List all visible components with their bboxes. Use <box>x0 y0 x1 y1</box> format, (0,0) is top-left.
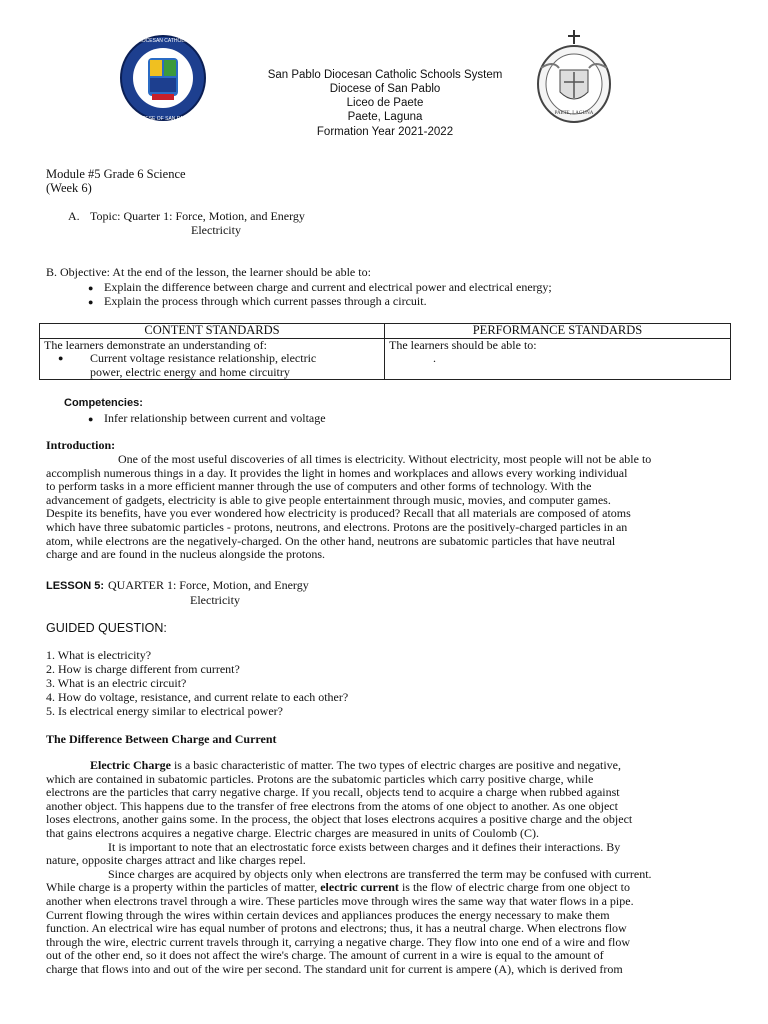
competencies-label: Competencies: <box>64 397 143 409</box>
guided-question: 2. How is charge different from current? <box>46 662 240 676</box>
guided-question: 1. What is electricity? <box>46 648 152 662</box>
force-line: nature, opposite charges attract and like charges repel. <box>46 853 306 868</box>
current-line: out of the other end, so it does not affect the wire's charge. The amount of current in a wire is equal to the amount of <box>46 948 604 963</box>
introduction-line: One of the most useful discoveries of all times is electricity. Without electricity, most people will not be able to <box>118 452 652 466</box>
current-line: charge that flows into and out of the wire per second. The standard unit for current is ampere (A), which is derived from <box>46 961 623 976</box>
content-standard-item-line1: Current voltage resistance relationship, electric <box>90 351 317 365</box>
current-line: another when electrons travel through a wire. These particles move through wires the same way that water flows in a pipe. <box>46 893 634 908</box>
header-location: Paete, Laguna <box>347 111 423 123</box>
electric-current-term: electric current <box>320 880 399 895</box>
charge-first-line <box>46 759 746 773</box>
school-system-logo <box>120 28 206 128</box>
introduction-line: charge and are found in the nucleus alongside the protons. <box>46 547 326 562</box>
charge-line: another object. This happens due to the transfer of free electrons from the atoms of one object to another. As one object <box>46 798 618 813</box>
bullet-icon: ● <box>58 353 64 363</box>
content-standards-header: CONTENT STANDARDS <box>40 324 385 339</box>
topic-text: Topic: Quarter 1: Force, Motion, and Energy <box>90 209 305 223</box>
bullet-icon: ● <box>88 283 94 293</box>
module-title: Module #5 Grade 6 Science <box>46 167 186 181</box>
guided-questions-list <box>46 648 348 718</box>
objective-intro: B. Objective: At the end of the lesson, the learner should be able to: <box>46 265 371 279</box>
svg-text:DIOCESE OF SAN PABLO: DIOCESE OF SAN PABLO <box>132 116 194 122</box>
charge-line-rest: is a basic characteristic of matter. The two types of electric charges are positive and negative, <box>170 758 622 772</box>
topic-sub: Electricity <box>191 223 241 237</box>
content-standards-cell <box>40 338 385 380</box>
module-week: (Week 6) <box>46 181 92 195</box>
bullet-icon: ● <box>88 297 94 307</box>
competency-item: Infer relationship between current and voltage <box>104 411 326 425</box>
svg-text:DIOCESAN CATHOLIC: DIOCESAN CATHOLIC <box>136 38 190 44</box>
content-standards-intro: The learners demonstrate an understanding of: <box>44 337 267 352</box>
header-diocese: Diocese of San Pablo <box>329 83 441 95</box>
bullet-icon: ● <box>88 414 94 424</box>
charge-line: which are contained in subatomic particles. Protons are the subatomic particles which carry positive charge, while <box>46 771 594 786</box>
svg-text:PAETE, LAGUNA: PAETE, LAGUNA <box>554 111 594 116</box>
guided-question: 5. Is electrical energy similar to electrical power? <box>46 704 283 718</box>
introduction-line: atom, while electrons are the negatively-charged. On the other hand, neutrons are subatomic particles that have neutral <box>46 533 616 548</box>
section-title: The Difference Between Charge and Current <box>46 732 277 746</box>
current-line: through the wire, electric current travels through it, carrying a negative charge. They flow into one end of a wire and flow <box>46 934 631 949</box>
performance-standards-cell <box>385 338 731 380</box>
current-definition-line <box>46 881 746 895</box>
charge-line: loses electrons, another gains some. In the process, the object that loses electrons acquires a positive charge and the object <box>46 812 633 827</box>
performance-standards-dot: . <box>433 351 436 365</box>
performance-standards-header: PERFORMANCE STANDARDS <box>385 324 731 339</box>
electric-charge-term: Electric Charge <box>90 758 171 772</box>
charge-line: that gains electrons acquires a negative charge. Electric charges are measured in units of Coulomb (C). <box>46 825 540 840</box>
guided-question: 3. What is an electric circuit? <box>46 676 187 690</box>
header-school-name: Liceo de Paete <box>346 97 424 109</box>
lesson-label: LESSON 5: <box>46 580 105 592</box>
force-line: It is important to note that an electrostatic force exists between charges and it defines their interactions. By <box>108 839 621 854</box>
lesson-sub: Electricity <box>190 593 240 607</box>
objective-item: Explain the difference between charge and current and electrical power and electrical energy; <box>104 280 552 294</box>
introduction-body <box>46 453 746 562</box>
guided-question: 4. How do voltage, resistance, and current relate to each other? <box>46 690 349 704</box>
header-formation-year: Formation Year 2021-2022 <box>316 126 454 138</box>
introduction-line: to perform tasks in a more efficient manner through the use of computers and other forms of technology. With the <box>46 479 592 494</box>
charge-line: electrons are the particles that carry negative charge. If you recall, objects tend to acquire a charge when rubbed against <box>46 785 620 800</box>
performance-standards-intro: The learners should be able to: <box>389 337 537 352</box>
current-line-post: is the flow of electric charge from one object to <box>398 880 630 895</box>
introduction-line: accomplish numerous things in a day. It provides the light in homes and workplaces and allows every working individual <box>46 465 628 480</box>
objective-item: Explain the process through which current passes through a circuit. <box>104 294 427 308</box>
header-school-system: San Pablo Diocesan Catholic Schools System <box>267 69 503 81</box>
introduction-label: Introduction: <box>46 438 116 452</box>
lesson-text: QUARTER 1: Force, Motion, and Energy <box>108 578 309 592</box>
standards-table <box>39 323 731 380</box>
current-first-line: Since charges are acquired by objects only when electrons are transferred the term may be confused with current. <box>108 866 652 881</box>
current-line-pre: While charge is a property within the particles of matter, <box>46 880 321 895</box>
topic-label: A. <box>68 209 80 223</box>
guided-question-title: GUIDED QUESTION: <box>46 621 167 635</box>
introduction-line: which have three subatomic particles - protons, neutrons, and electrons. Protons are the positively-charged particles in an <box>46 519 628 534</box>
introduction-line: advancement of gadgets, electricity is able to give people entertainment through music, movies, and computer games. <box>46 492 611 507</box>
current-line: Current flowing through the wires within certain devices and appliances produces the energy necessary to make them <box>46 907 610 922</box>
current-line: function. An electrical wire has equal number of protons and electrons; thus, it has a neutral charge. When electrons flow <box>46 921 627 936</box>
content-standard-item-line2: power, electric energy and home circuitry <box>90 364 290 379</box>
section-body <box>46 759 746 977</box>
introduction-line: Despite its benefits, have you ever wondered how electricity is produced? Recall that all materials are composed of atoms <box>46 506 631 521</box>
